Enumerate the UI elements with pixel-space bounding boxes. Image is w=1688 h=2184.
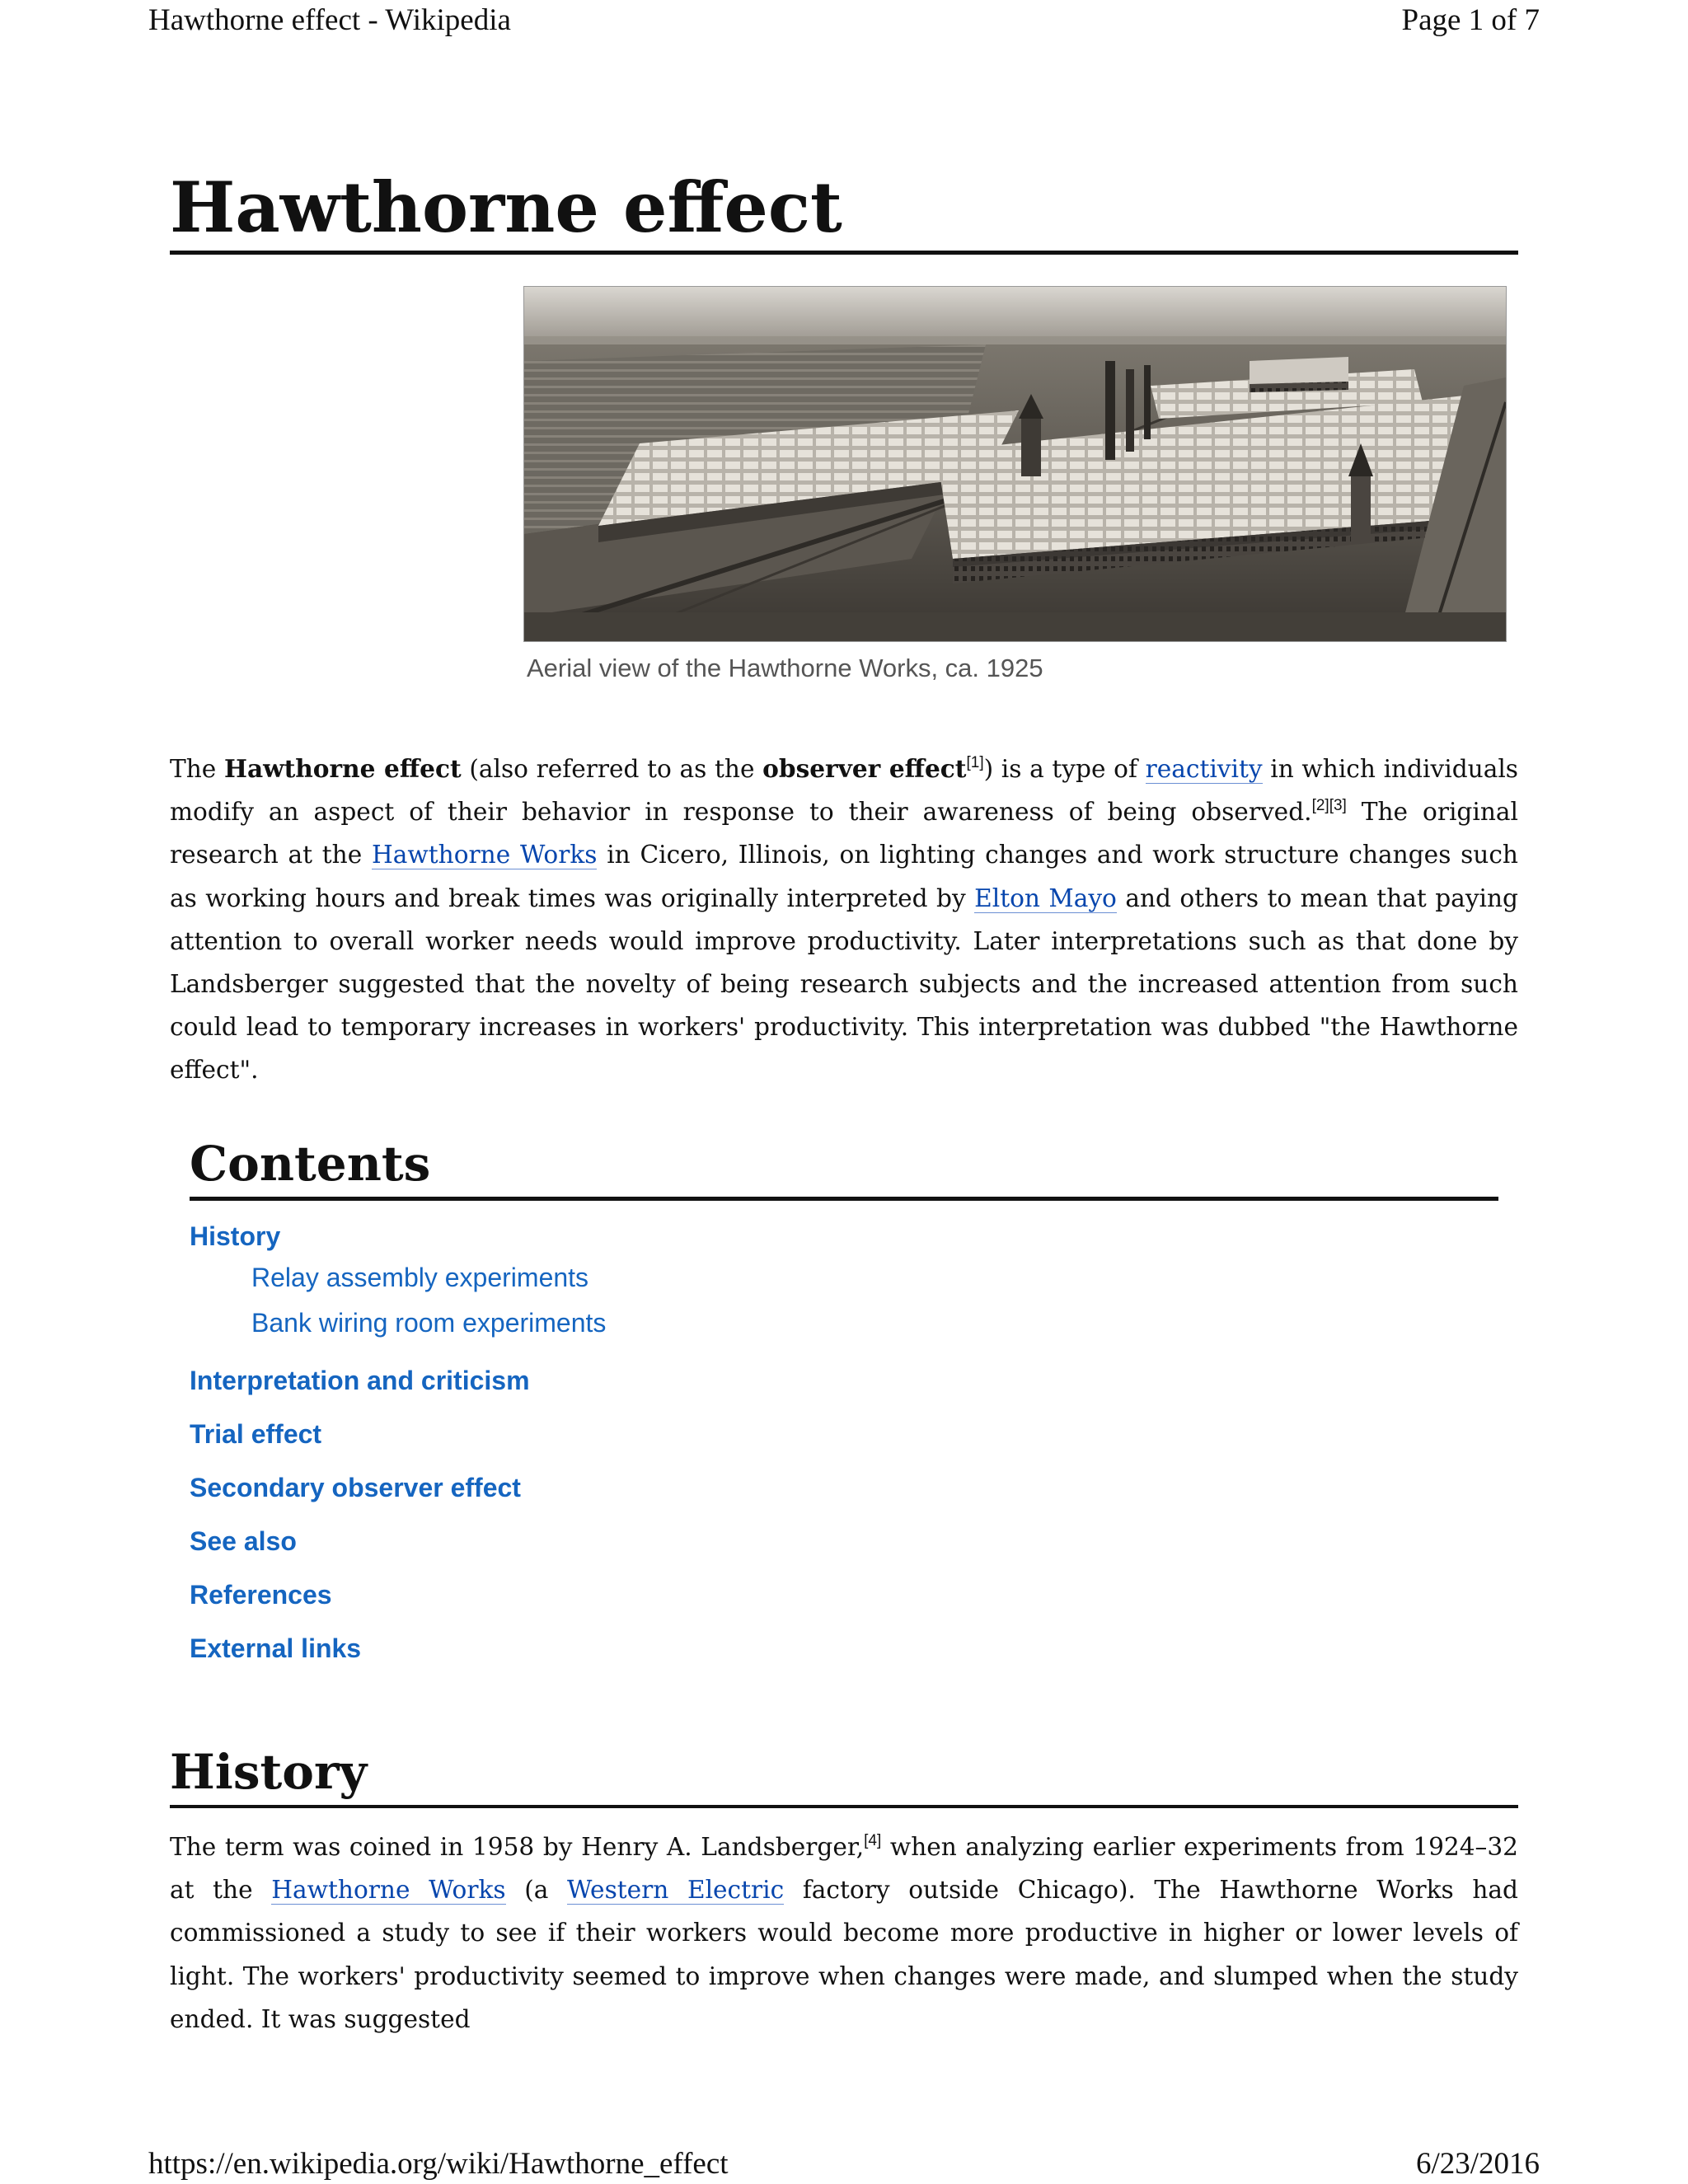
lead-text: The [170, 755, 224, 783]
lead-text: in Cicero, Illinois, on lighting changes and work structure changes such as working hours and break times was originally interpreted by [170, 841, 1518, 912]
print-header-page-number: Page 1 of 7 [1401, 3, 1540, 37]
toc-item-trial-effect[interactable]: Trial effect [190, 1419, 322, 1449]
toc-item-interpretation-and-criticism[interactable]: Interpretation and criticism [190, 1366, 530, 1395]
citation-1[interactable]: [1] [966, 754, 984, 771]
toc-item-secondary-observer-effect[interactable]: Secondary observer effect [190, 1473, 521, 1502]
history-paragraph [170, 1825, 1518, 2041]
link-western-electric[interactable]: Western Electric [567, 1876, 785, 1905]
link-hawthorne-works[interactable]: Hawthorne Works [371, 841, 598, 869]
history-text: factory outside Chicago). The Hawthorne Works had commissioned a study to see if their workers would become more productive in higher or lower levels of light. The workers' productivity seemed to improve when changes were made, and slumped when the study ended. It was suggested [170, 1876, 1518, 2033]
lead-text: The original research at the [170, 798, 1519, 869]
history-text: when analyzing earlier experiments from 1924–32 at the [170, 1833, 1519, 1905]
print-footer-url: https://en.wikipedia.org/wiki/Hawthorne_effect [148, 2147, 729, 2181]
citation-4[interactable]: [4] [864, 1832, 882, 1849]
citation-2[interactable]: [2] [1311, 797, 1329, 815]
lead-text: ) is a type of [983, 755, 1146, 783]
toc-item-bank-wiring-room-experiments[interactable]: Bank wiring room experiments [251, 1308, 607, 1338]
lead-text: in which individuals modify an aspect of their behavior in response to their awareness of being observed. [170, 755, 1518, 827]
page-title: Hawthorne effect [170, 165, 1518, 255]
lead-paragraph [170, 748, 1518, 1092]
lead-text: (also referred to as the [461, 755, 763, 783]
toc-item-external-links[interactable]: External links [190, 1633, 362, 1663]
term-hawthorne-effect: Hawthorne effect [223, 754, 462, 783]
toc-heading: Contents [190, 1131, 1498, 1201]
lead-text: and others to mean that paying attention to overall worker needs would improve productivity. Later interpretations such as that done by Landsberger suggested that the novelty of being research subjects and the increased attention from such could lead to temporary increases in workers' productivity. This interpretation was dubbed "the Hawthorne effect". [170, 883, 1519, 1085]
print-footer-date: 6/23/2016 [1415, 2147, 1540, 2181]
aerial-factory-photo-icon [523, 286, 1507, 642]
term-observer-effect: observer effect [762, 754, 967, 783]
link-hawthorne-works[interactable]: Hawthorne Works [271, 1876, 506, 1905]
link-elton-mayo[interactable]: Elton Mayo [974, 883, 1117, 912]
link-reactivity[interactable]: reactivity [1145, 755, 1263, 783]
toc-item-see-also[interactable]: See also [190, 1526, 297, 1556]
toc-item-history[interactable]: History [190, 1221, 281, 1251]
lead-figure [523, 286, 1507, 683]
table-of-contents [190, 1131, 1498, 1663]
toc-item-references[interactable]: References [190, 1580, 332, 1610]
history-text: The term was coined in 1958 by Henry A. Landsberger, [170, 1833, 865, 1861]
toc-item-relay-assembly-experiments[interactable]: Relay assembly experiments [251, 1263, 589, 1292]
figure-caption: Aerial view of the Hawthorne Works, ca. 1925 [527, 654, 1043, 682]
section-heading-history: History [170, 1739, 1518, 1808]
history-text: (a [505, 1876, 568, 1905]
citation-3[interactable]: [3] [1329, 797, 1347, 815]
print-header-title: Hawthorne effect - Wikipedia [148, 3, 511, 37]
